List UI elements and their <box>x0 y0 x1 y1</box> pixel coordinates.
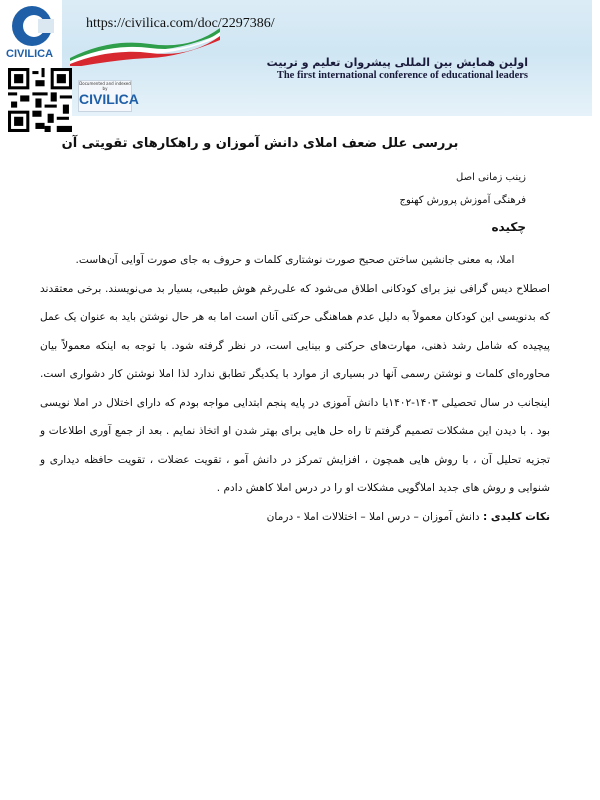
iran-flag-ribbon-icon <box>70 28 220 66</box>
keywords-line <box>40 503 550 532</box>
badge-caption: Documented and indexed by <box>79 81 131 91</box>
paper-title: بررسی علل ضعف املای دانش آموزان و راهکارهای تقویتی آن <box>61 136 459 151</box>
abstract-body <box>40 246 550 531</box>
keywords-list: دانش آموزان – درس املا – اختلالات املا - درمان <box>266 510 480 523</box>
abstract-first-sentence: املا، به معنی جانشین ساختن صحیح صورت نوشتاری کلمات و حروف به جای صورت آوایی آن‌هاست. <box>75 254 515 266</box>
civilica-c-icon <box>12 6 52 46</box>
author-name: زینب زمانی اصل <box>456 172 526 183</box>
civilica-logo[interactable] <box>6 6 58 64</box>
conference-title-en: The first international conference of educational leaders <box>276 70 528 81</box>
author-affiliation: فرهنگی آموزش پرورش کهنوج <box>399 195 526 206</box>
logo-text: CIVILICA <box>6 48 54 60</box>
abstract-heading: چکیده <box>491 220 526 234</box>
civilica-index-badge <box>78 80 139 112</box>
document-url-link[interactable]: https://civilica.com/doc/2297386/ <box>86 16 275 31</box>
abstract-paragraph: اصطلاح دیس گرافی نیز برای کودکانی اطلاق می‌شود که علی‌رغم هوش طبیعی، بسیار بد می‌نویسند. برخی معتقدند که بدنویسی این کودکان معمولاً به دلیل عدم هماهنگی حرکتی آنان است اما به هر حال نوشتن باید به عنوان یک عمل پیچیده که شامل رشد ذهنی، مهارت‌های حرکتی و بینایی است، در نظر گرفته شود. با توجه به اینکه معمولاً بیان محاوره‌ای کلمات و نوشتن رسمی آنها در بسیاری از موارد با یکدیگر تطابق ندارد لذا املا نوشتن کار دشواری است. اینجانب در سال تحصیلی ۱۴۰۳-۱۴۰۲با دانش آموزی در پایه پنجم ابتدایی مواجه بودم که دارای اختلال در املا نویسی بود . با دیدن این مشکلات تصمیم گرفتم تا راه حل هایی برای بهتر شدن او اتخاذ نمایم . بعد از جمع آوری اطلاعات و تجزیه تحلیل آن ، با روش هایی همچون ، افزایش تمرکز در دانش آمو ، تقویت عضلات ، تقویت حافظه دیداری و شنوایی و روش های جدید املاگویی مشکلات او را در درس املا کاهش دادم . <box>40 282 550 494</box>
keywords-label: نکات کلیدی : <box>482 510 550 523</box>
badge-logo-text: CIVILICA <box>79 91 139 107</box>
conference-title-fa: اولین همایش بین المللی پیشروان تعلیم و تربیت <box>266 56 528 69</box>
qr-code-icon[interactable] <box>8 68 72 132</box>
